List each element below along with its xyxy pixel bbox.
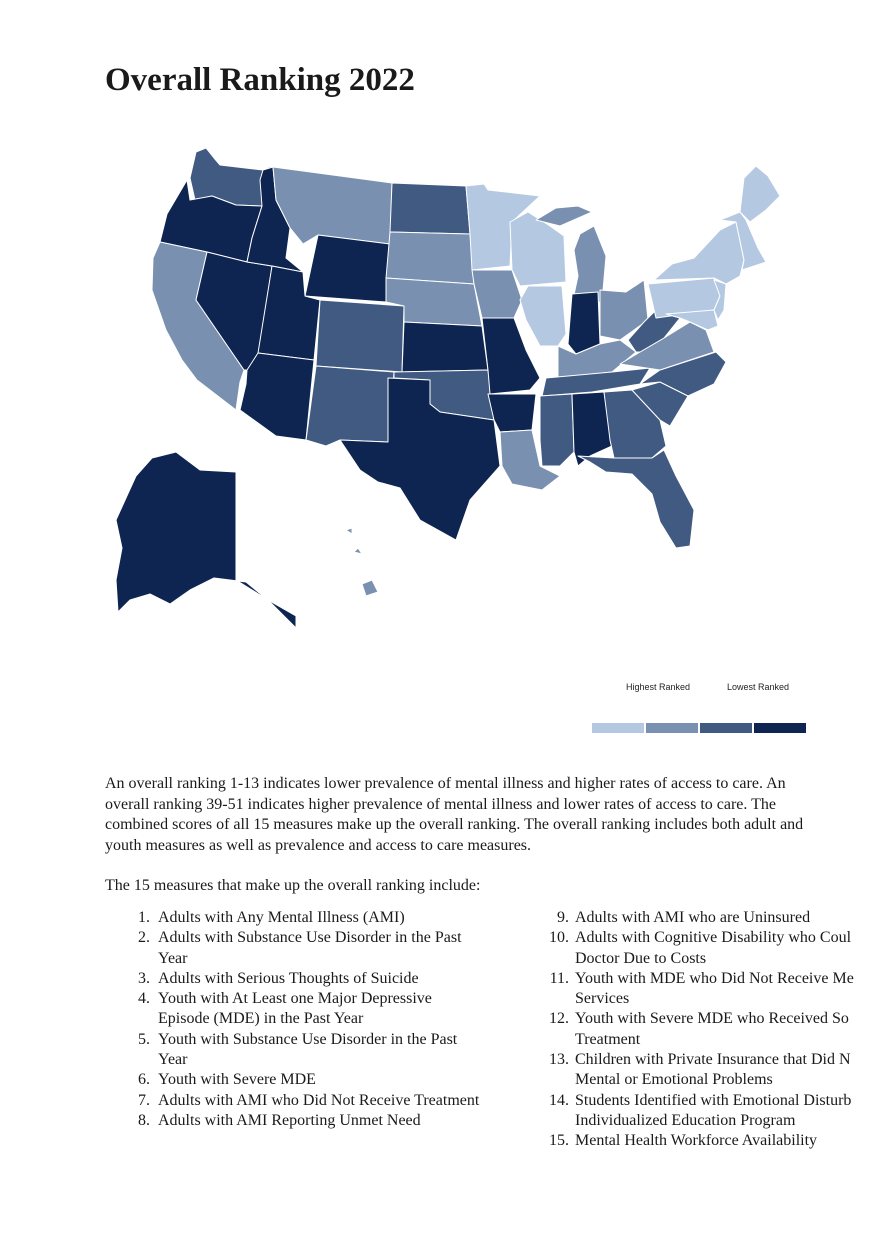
measure-number: 5. (138, 1030, 150, 1048)
measure-item (547, 1131, 880, 1151)
measure-text: Students Identified with Emotional Disturb (575, 1091, 852, 1109)
measure-number: 13. (549, 1051, 569, 1069)
measure-text: Adults with Any Mental Illness (AMI) (158, 909, 405, 926)
measure-number (547, 1111, 569, 1131)
measure-number: 11. (549, 969, 569, 987)
measure-text: Individualized Education Program (575, 1111, 796, 1129)
state-ND (390, 183, 470, 234)
measure-number: 1. (138, 909, 150, 926)
measure-number: 12. (549, 1010, 569, 1028)
measure-number: 9. (557, 909, 569, 926)
legend-lowest-label: Lowest Ranked (727, 682, 790, 692)
measure-text: Treatment (575, 1030, 641, 1048)
measure-number: 14. (549, 1091, 569, 1109)
measure-number (130, 949, 150, 969)
measure-item (130, 949, 530, 969)
measure-number: 3. (138, 969, 150, 987)
measure-text: Mental or Emotional Problems (575, 1071, 773, 1089)
measure-item (130, 1009, 530, 1029)
measure-item (130, 1070, 530, 1090)
measure-number: 6. (138, 1071, 150, 1089)
state-NY (654, 222, 744, 284)
measure-item (547, 949, 880, 969)
legend-swatch-1 (592, 723, 644, 733)
legend-swatch-2 (646, 723, 698, 733)
measure-number (547, 949, 569, 969)
measure-item (547, 1091, 880, 1111)
state-HI-2 (354, 548, 362, 554)
measure-text: Episode (MDE) in the Past Year (158, 1010, 364, 1028)
measure-item (547, 908, 880, 928)
legend-swatch-3 (700, 723, 752, 733)
measure-number: 15. (549, 1132, 569, 1150)
description-paragraph: An overall ranking 1-13 indicates lower prevalence of mental illness and higher rates of access to care. An overall ranking 39-51 indicates higher prevalence of mental illness and lower rates of access to care. The combined scores of all 15 measures make up the overall ranking. The overall ranking includes both adult and youth measures as well as prevalence and access to care measures. (105, 775, 804, 854)
state-IL (520, 286, 566, 346)
measure-text: Adults with AMI who Did Not Receive Treatment (158, 1091, 480, 1109)
state-KS (402, 322, 488, 372)
state-MS (540, 394, 574, 466)
measures-list-left (130, 908, 530, 1131)
measure-item (547, 1030, 880, 1050)
measure-text: Services (575, 990, 630, 1008)
measure-number: 4. (138, 990, 150, 1008)
state-MT (273, 167, 392, 244)
measures-intro: The 15 measures that make up the overall ranking include: (105, 877, 481, 894)
measure-item (547, 1009, 880, 1029)
measure-item (547, 1070, 880, 1090)
state-IN (568, 292, 600, 354)
measure-text: Year (158, 1051, 188, 1069)
measure-text: Doctor Due to Costs (575, 949, 707, 967)
measure-text: Children with Private Insurance that Did N (575, 1051, 851, 1069)
measure-item (130, 1050, 530, 1070)
measure-item (130, 1111, 530, 1131)
state-SD (386, 232, 474, 284)
state-ME (740, 166, 780, 222)
measure-text: Youth with Severe MDE (158, 1071, 316, 1089)
legend-highest-label: Highest Ranked (626, 682, 691, 692)
measure-text: Youth with Severe MDE who Received So (575, 1010, 849, 1028)
state-CO (316, 300, 404, 372)
measure-text: Adults with AMI who are Uninsured (575, 909, 811, 926)
color-legend (592, 723, 806, 733)
measure-item (130, 989, 530, 1009)
measure-number: 10. (549, 929, 569, 947)
state-HI (362, 580, 378, 596)
legend-swatch-4 (754, 723, 806, 733)
measure-text: Adults with Cognitive Disability who Coul (575, 929, 852, 947)
measure-item (130, 1091, 530, 1111)
measure-number (547, 989, 569, 1009)
measure-number: 8. (138, 1111, 150, 1129)
measure-number: 7. (138, 1091, 150, 1109)
state-HI-3 (346, 528, 352, 534)
measure-text: Adults with Serious Thoughts of Suicide (158, 969, 419, 987)
measure-item (547, 1111, 880, 1131)
measure-text: Adults with AMI Reporting Unmet Need (158, 1111, 421, 1129)
measure-item (130, 908, 530, 928)
measure-text: Youth with At Least one Major Depressive (158, 990, 432, 1008)
measure-item (547, 969, 880, 989)
page-title: Overall Ranking 2022 (105, 62, 415, 98)
measure-item (130, 1030, 530, 1050)
measure-text: Year (158, 949, 188, 967)
state-NM (306, 366, 394, 446)
measure-item (130, 928, 530, 948)
measure-item (130, 969, 530, 989)
measure-number (547, 1030, 569, 1050)
measure-item (547, 928, 880, 948)
state-AK (116, 452, 296, 628)
state-FL (578, 450, 694, 548)
state-WY (305, 235, 390, 302)
measure-number (547, 1070, 569, 1090)
measure-number (130, 1009, 150, 1029)
measure-item (547, 989, 880, 1009)
measure-text: Youth with MDE who Did Not Receive Me (575, 969, 854, 987)
measure-text: Adults with Substance Use Disorder in the Past (158, 929, 462, 947)
measure-item (547, 1050, 880, 1070)
measure-text: Youth with Substance Use Disorder in the Past (158, 1030, 458, 1048)
measures-list-right (547, 908, 880, 1152)
measure-text: Mental Health Workforce Availability (575, 1132, 818, 1150)
measure-number (130, 1050, 150, 1070)
state-AZ (240, 353, 314, 440)
measure-number: 2. (138, 929, 150, 947)
